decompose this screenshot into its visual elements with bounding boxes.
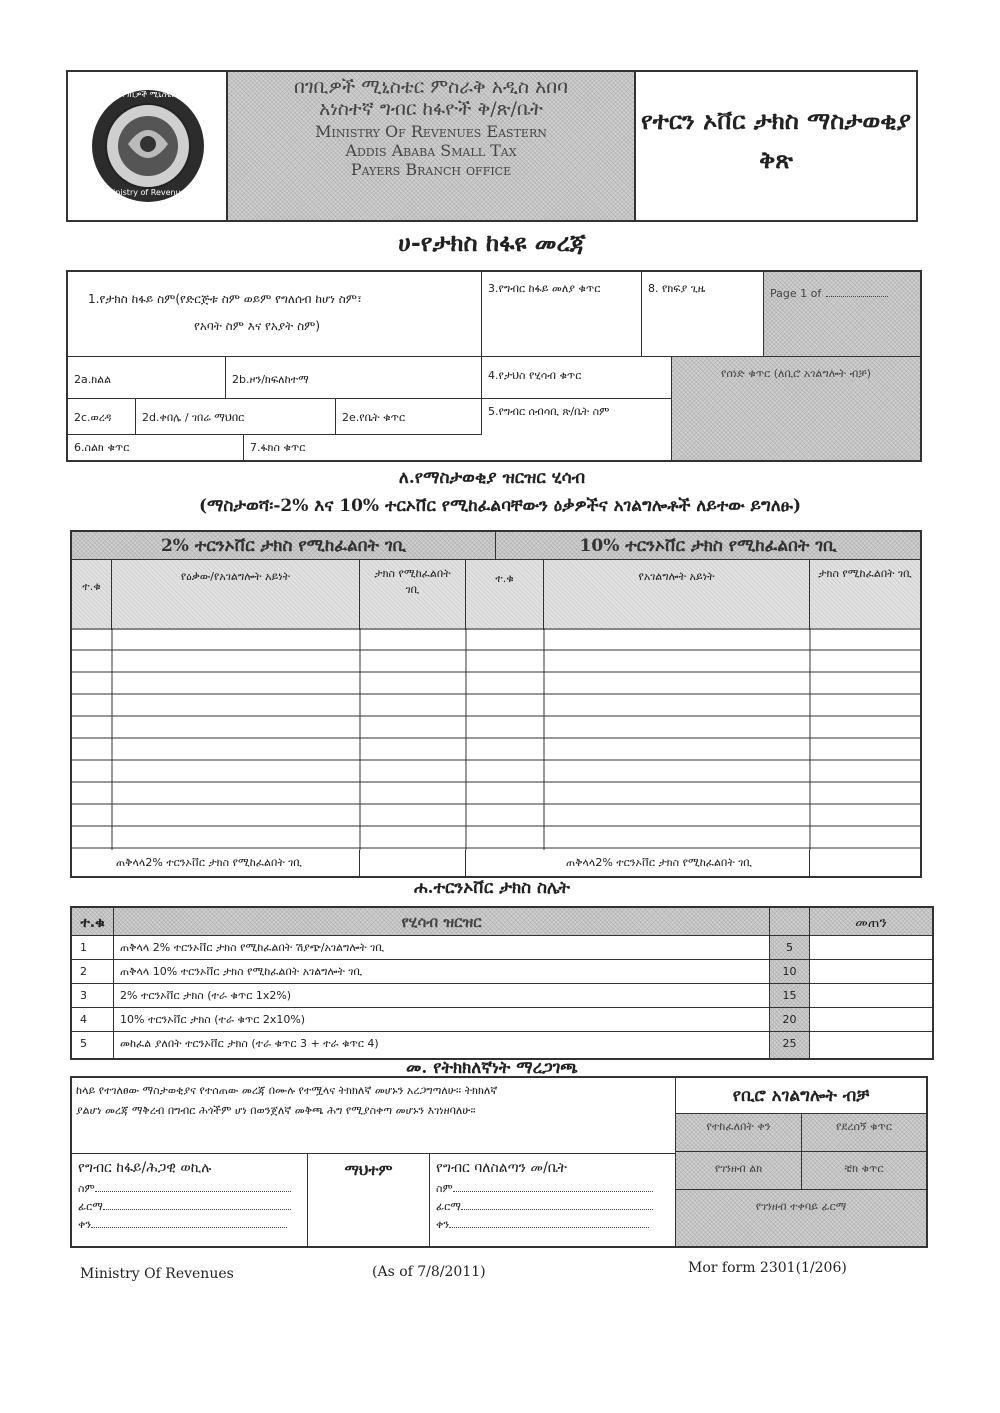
right-title: 10% ተርንኦቨር ታክስ የሚከፈልበት ገቢ: [579, 536, 837, 556]
logo-text-top: የገቢዎች ሚኒስቴር: [121, 90, 177, 99]
calc-col-no-header: [72, 908, 114, 936]
field2a-region[interactable]: 2a.ክልል: [68, 356, 226, 398]
right-title-bar: [496, 532, 920, 560]
authority-signature-field[interactable]: [461, 1209, 653, 1210]
taxpayer-sign-block: [72, 1154, 308, 1246]
field7-fax[interactable]: 7.ፋክስ ቁጥር: [244, 434, 482, 460]
document-number-label: የሰነድ ቁጥር (ለቢሮ አገልግሎት ብቻ): [720, 367, 871, 380]
calc-row-2-code: 10: [770, 960, 810, 984]
section-b-note: (ማስታወሻ፡-2% እና 10% ተርኦቨር የሚከፈልባቸውን ዕቃዎችና አገልግሎቶች ለይተው ይግለፁ): [198, 496, 802, 516]
verification-box: [70, 1076, 928, 1248]
calc-row-1-amount[interactable]: [810, 936, 932, 960]
calc-row-5-amount[interactable]: [810, 1032, 932, 1058]
header-box: [66, 70, 918, 222]
section-b-heading: ለ.የማስታወቂያ ዝርዝር ሂሳብ: [398, 468, 586, 488]
calc-row-5-desc: መከፈል ያለበት ተርንኦቨር ታክስ (ተራ ቁጥር 3 + ተራ ቁጥር 4): [114, 1032, 770, 1058]
field1-taxpayer-name[interactable]: [68, 272, 482, 356]
calc-row-3-code: 15: [770, 984, 810, 1008]
agency-name-box: [228, 72, 636, 220]
calc-col-desc-label: የሂሳብ ዝርዝር: [401, 913, 482, 931]
calc-col-desc-header: [114, 908, 770, 936]
left-title-bar: [72, 532, 496, 560]
footer-center: (As of 7/8/2011): [372, 1264, 486, 1280]
left-total-label: ጠቅላላ2% ተርንኦቨር ታክስ የሚከፈልበት ገቢ: [72, 850, 360, 876]
receipt-no-label: የደረሰኝ ቁጥር: [802, 1114, 926, 1152]
calc-row-4-no: 4: [72, 1008, 114, 1032]
calc-row-5-no: 5: [72, 1032, 114, 1058]
field5-collector-office[interactable]: 5.የግብር ሰብሳቢ ጽ/ቤት ስም: [482, 398, 672, 460]
taxpayer-date-label: ቀን: [78, 1218, 92, 1231]
right-total-value[interactable]: [810, 850, 920, 876]
declaration-line1: ከላይ የተገለፀው ማስታወቂያና የተሰጠው መረጃ በሙሉ የተሟላና ትክክለኛ መሆኑን አረጋግጣለሁ፡፡ ትክክለኛ: [76, 1084, 498, 1097]
declaration-line2: ያልሆነ መረጃ ማቅረብ በግብር ሕጎችም ሆነ በወንጀለኛ መቅጫ ሕግ የሚያስቀጣ መሆኑን እገነዘባለሁ፡፡: [76, 1104, 476, 1117]
section-c-heading: ሐ.ተርንኦቨር ታክስ ስሌት: [413, 878, 571, 898]
calc-row-2-no: 2: [72, 960, 114, 984]
declaration-text: [72, 1078, 676, 1154]
footer-left: Ministry Of Revenues: [80, 1266, 234, 1282]
field2e-house-no[interactable]: 2e.የቤት ቁጥር: [336, 398, 482, 434]
calc-col-amount-header: [810, 908, 932, 936]
cashier-signature-label: የገንዘብ ተቀባይ ፊርማ: [676, 1190, 926, 1246]
detail-grid-lines: [72, 628, 920, 850]
page-label: Page 1 of: [770, 287, 822, 300]
calc-row-3-amount[interactable]: [810, 984, 932, 1008]
page-number-box: [764, 272, 920, 356]
authority-date-label: ቀን: [436, 1218, 450, 1231]
field2d-kebele[interactable]: 2d.ቀበሌ / ገበሬ ማህበር: [136, 398, 336, 434]
taxpayer-signature-field[interactable]: [103, 1209, 291, 1210]
field8-tax-period[interactable]: 8. የክፍያ ጊዜ: [642, 272, 764, 356]
paid-date-label: የተከፈለበት ቀን: [676, 1114, 802, 1152]
right-col-type-header: የአገልግሎት አይነት: [544, 560, 810, 630]
declaration-detail-table: [70, 530, 922, 878]
agency-english-line3: Payers Branch office: [350, 160, 512, 179]
field2b-zone[interactable]: 2b.ዞን/ክፍለከተማ: [226, 356, 482, 398]
right-total-label: ጠቅላላ2% ተርንኦቨር ታክስ የሚከፈልበት ገቢ: [466, 850, 810, 876]
taxpayer-info-box: [66, 270, 922, 462]
calc-row-5-code: 25: [770, 1032, 810, 1058]
form-title-line1: የተርን ኦቨር ታክስ ማስታወቂያ: [640, 106, 912, 135]
calc-row-4-desc: 10% ተርንኦቨር ታክስ (ተራ ቁጥር 2x10%): [114, 1008, 770, 1032]
taxpayer-signature-label: ፊርማ: [78, 1200, 103, 1213]
authority-title: የግብር ባለስልጣን መ/ቤት: [436, 1160, 567, 1176]
footer-right: Mor form 2301(1/206): [688, 1260, 847, 1276]
section-d-heading: መ. የትክክለኛነት ማረጋገጫ: [406, 1058, 578, 1078]
office-use-title: የቢሮ አገልግሎት ብቻ: [732, 1086, 870, 1106]
calc-row-3-no: 3: [72, 984, 114, 1008]
calc-row-4-code: 20: [770, 1008, 810, 1032]
field2c-woreda[interactable]: 2c.ወረዳ: [68, 398, 136, 434]
authority-date-field[interactable]: [449, 1227, 649, 1228]
stamp-title: ማህተም: [344, 1161, 393, 1179]
field1-line1: 1.የታክስ ከፋይ ስም(የድርጅቱ ስም ወይም የግለሰብ ከሆነ ስም፣: [88, 292, 362, 306]
logo-area: [68, 72, 228, 220]
calc-row-2-desc: ጠቅላላ 10% ተርንኦቨር ታክስ የሚከፈልበት አገልግሎት ገቢ: [114, 960, 770, 984]
field3-tin[interactable]: 3.የግብር ከፋይ መለያ ቁጥር: [482, 272, 642, 356]
calc-row-1-desc: ጠቅላላ 2% ተርንኦቨር ታክስ የሚከፈልበት ሽያጭ/አገልግሎት ገቢ: [114, 936, 770, 960]
field6-phone[interactable]: 6.ስልክ ቁጥር: [68, 434, 244, 460]
document-number-box: [672, 356, 920, 460]
authority-name-label: ስም: [436, 1182, 453, 1195]
stamp-block[interactable]: [308, 1154, 430, 1246]
calc-row-1-no: 1: [72, 936, 114, 960]
taxpayer-date-field[interactable]: [91, 1227, 287, 1228]
logo-text-bottom: Ministry of Revenues: [106, 188, 190, 197]
calc-col-no-label: ተ.ቁ: [80, 915, 105, 931]
authority-signature-label: ፊርማ: [436, 1200, 461, 1213]
amount-label: የገንዘብ ልክ: [676, 1152, 802, 1190]
field4-account-no[interactable]: 4.የታህስ የሂሳብ ቁጥር: [482, 356, 672, 398]
authority-name-field[interactable]: [453, 1191, 653, 1192]
left-total-value[interactable]: [360, 850, 466, 876]
agency-amharic-line1: በገቢዎች ሚኒስቴር ምስራቅ አዲስ አበባ: [293, 76, 568, 98]
office-use-title-box: [676, 1078, 926, 1114]
authority-sign-block: [430, 1154, 676, 1246]
calc-row-2-amount[interactable]: [810, 960, 932, 984]
field1-line2: የአባት ስም እና የአያት ስም): [194, 319, 321, 333]
form-title-line2: ቅጽ: [759, 145, 793, 174]
left-col-income-header: ታክስ የሚከፈልበት ገቢ: [360, 560, 466, 630]
agency-english-line2: Addis Ababa Small Tax: [345, 141, 517, 160]
page-total-field[interactable]: [826, 296, 888, 297]
left-title: 2% ተርንኦቨር ታክስ የሚከፈልበት ገቢ: [160, 536, 407, 556]
section-a-heading: ሀ-የታክስ ከፋዩ መረጃ: [398, 228, 586, 257]
right-col-no-header: ተ.ቁ: [466, 560, 544, 630]
agency-english-line1: Ministry Of Revenues Eastern: [315, 122, 547, 141]
calc-col-amount-label: መጠን: [855, 915, 887, 931]
taxpayer-name-field[interactable]: [95, 1191, 291, 1192]
taxpayer-name-label: ስም: [78, 1182, 95, 1195]
form-title: [636, 72, 916, 220]
left-col-no-header: ተ.ቁ: [72, 560, 112, 630]
taxpayer-title: የግብር ከፋይ/ሕጋዊ ወኪሉ: [78, 1160, 212, 1176]
calc-row-1-code: 5: [770, 936, 810, 960]
calc-row-3-desc: 2% ተርንኦቨር ታክስ (ተራ ቁጥር 1x2%): [114, 984, 770, 1008]
calc-code-header: [770, 908, 810, 936]
calc-row-4-amount[interactable]: [810, 1008, 932, 1032]
right-col-income-header: ታክስ የሚከፈልበት ገቢ: [810, 560, 920, 630]
calculation-table: [70, 906, 934, 1060]
agency-amharic-line2: አነስተኛ ግብር ከፋዮች ቅ/ጽ/ቤት: [319, 98, 543, 120]
left-col-type-header: የዕቃው/የአገልግሎት አይነት: [112, 560, 360, 630]
check-no-label: ቼክ ቁጥር: [802, 1152, 926, 1190]
